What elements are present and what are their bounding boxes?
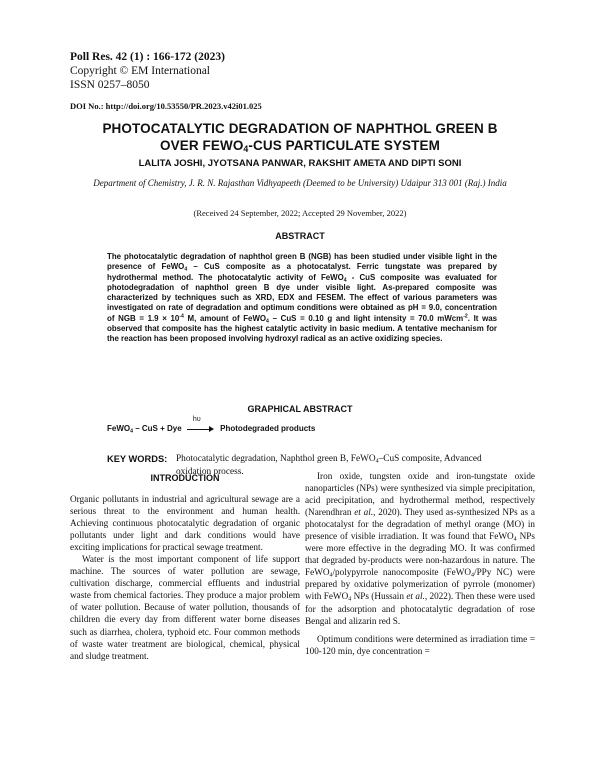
affiliation: Department of Chemistry, J. R. N. Rajasthan Vidhyapeeth (Deemed to be University) Udaipur 313 001 (Raj.) India: [93, 178, 507, 188]
copyright-line: Copyright © EM International: [70, 65, 211, 77]
column-left: [70, 493, 300, 662]
received-dates: (Received 24 September, 2022; Accepted 29 November, 2022): [193, 208, 407, 218]
abstract-heading: ABSTRACT: [275, 231, 325, 241]
graphical-abstract-reaction: FeWO$_4$ – CuS + Dye hυ Photodegraded products: [107, 416, 316, 435]
paragraph: Iron oxide, tungsten oxide and iron-tungstate oxide nanoparticles (NPs) were synthesized via simple precipitation, acid precipitation, and hydrothermal method, respectively (Narendhran et al., 2020). They used as-synthesized NPs as a photocatalyst for the degradation of methyl orange (MO) in presence of visible irradiation. It was found that FeWO$_4$ NPs were more effective in the degrading MO. It was confirmed that degraded by-products were non-hazardous in nature. The FeWO$_4$/polypyrrole nanocomposite (FeWO$_4$/PPy NC) were prepared by oxidative polymerization of pyrrole (monomer) with FeWO$_4$ NPs (Hussain et al., 2022). Then these were used for the adsorption and photocatalytic degradation of rose Bengal and alizarin red S.: [305, 471, 536, 626]
arrow-label: hυ: [192, 416, 201, 423]
introduction-heading: INTRODUCTION: [150, 473, 220, 483]
issn-line: ISSN 0257–8050: [70, 79, 150, 91]
reaction-arrow-icon: [187, 416, 215, 434]
abstract-body: The photocatalytic degradation of naphthol green B (NGB) has been studied under visible light in the presence of FeWO$_4$ – CuS composite as a photocatalyst. Ferric tungstate was prepared by hydrothermal method. The photocatalytic activity of FeWO$_4$ - CuS composite was evaluated for photodegradation of naphthol green B dye under visible light. As-prepared composite was characterized by techniques such as XRD, EDX and FESEM. The effect of various parameters was investigated on rate of degradation and optimum conditions were obtained as pH = 9.0, concentration of NGB = $1.9 \times 10^{-4}$ M, amount of FeWO$_4$ – CuS = 0.10 g and light intensity = 70.0 mWcm$^{-2}$. It was observed that composite has the highest catalytic activity in basic medium. A tentative mechanism for the reaction has been proposed involving hydroxyl radical as an active oxidizing species.: [107, 252, 498, 344]
reaction-product: Photodegraded products: [220, 424, 316, 434]
keywords-label: KEY WORDS:: [107, 454, 168, 464]
title-line-1: PHOTOCATALYTIC DEGRADATION OF NAPHTHOL GREEN B: [102, 121, 498, 136]
paragraph: Optimum conditions were determined as irradiation time = 100-120 min, dye concentration =: [305, 633, 535, 656]
author-list: LALITA JOSHI, JYOTSANA PANWAR, RAKSHIT AMETA AND DIPTI SONI: [138, 158, 462, 169]
paragraph: Water is the most important component of life support machine. The sources of water pollution are sewage, cultivation discharge, commercial effluents and industrial waste from chemical factories. They produce a major problem of water pollution. Because of water pollution, thousands of children die every day from different water borne diseases such as diarrhea, cholera, typhoid etc. Four common methods of waste water treatment are biological, chemical, physical and sludge treatment.: [70, 554, 300, 661]
article-title: [40, 120, 560, 154]
journal-meta: [70, 50, 225, 92]
keywords-text: Photocatalytic degradation, Naphthol green B, FeWO$_4$–CuS composite, Advanced oxidation process.: [176, 454, 482, 477]
paragraph: Organic pollutants in industrial and agricultural sewage are a serious threat to the environment and human health. Achieving continuous photocatalytic degradation of organic pollutants under light and dark conditions would have exciting implications for practical sewage treatment.: [70, 494, 300, 553]
graphical-abstract-heading: GRAPHICAL ABSTRACT: [247, 404, 353, 414]
title-line-2: OVER $FEWO_4$-CUS PARTICULATE SYSTEM: [160, 138, 440, 155]
journal-citation: Poll Res. 42 (1) : 166-172 (2023): [70, 51, 225, 63]
column-right: [305, 470, 535, 657]
doi-link[interactable]: DOI No.: http://doi.org/10.53550/PR.2023.v42i01.025: [70, 101, 262, 111]
